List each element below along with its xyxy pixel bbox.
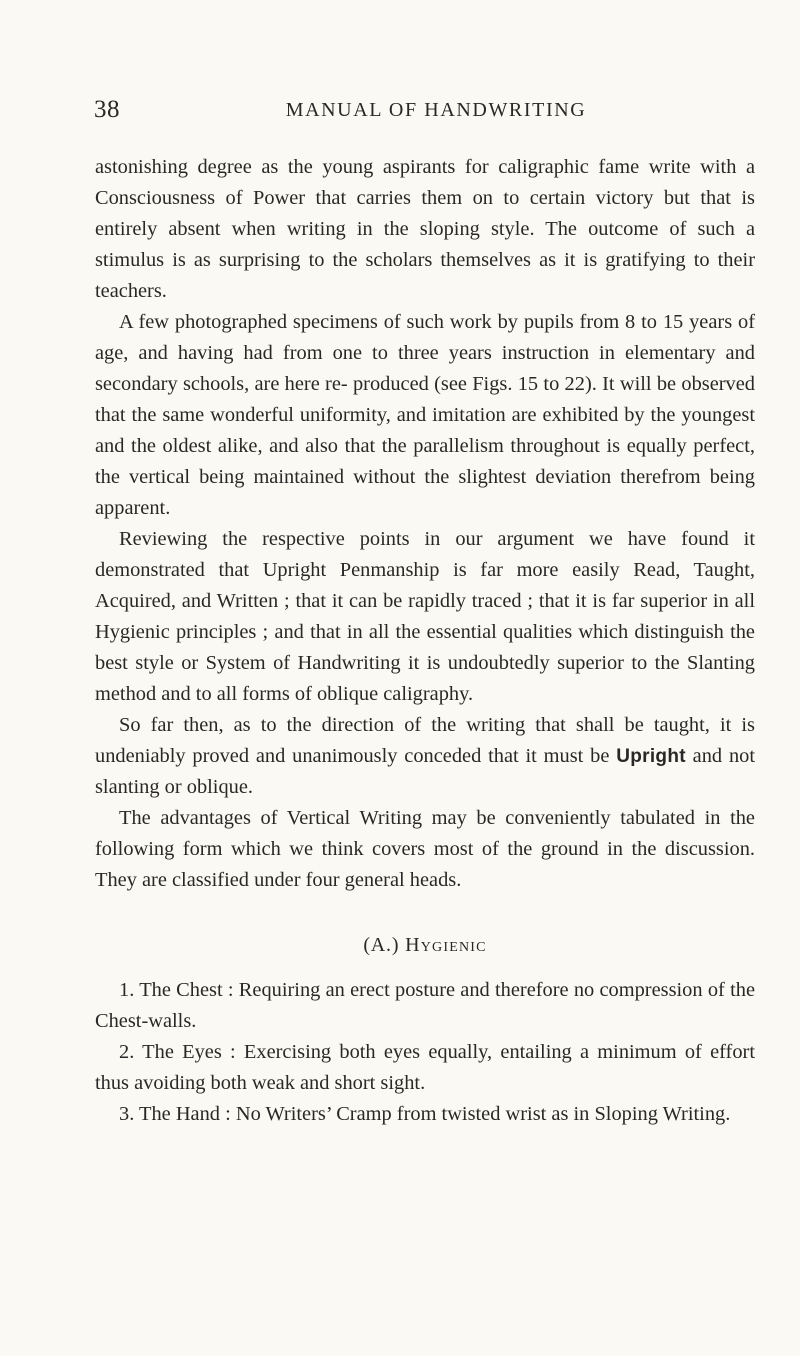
paragraph-upright bbox=[95, 710, 755, 803]
paragraph-review: Reviewing the respective points in our argument we have found it demonstrated that Upright Penmanship is far more easily Read, Taught, Acquired, and Written ; that it can be rapidly traced ; that it is far superior in all Hygienic principles ; and that in all the essential qualities which distinguish the best style or System of Handwriting it is undoubtedly superior to the Slanting method and to all forms of oblique caligraphy. bbox=[95, 528, 755, 705]
paragraph-continuation: astonishing degree as the young aspirants for caligraphic fame write with a Consciousness of Power that carries them on to certain victory but that is entirely absent when writing in the sloping style. The outcome of such a stimulus is as surprising to the scholars themselves as it is gratifying to their teachers. bbox=[95, 156, 755, 302]
body-text bbox=[95, 152, 755, 1130]
running-title: MANUAL OF HANDWRITING bbox=[285, 99, 587, 121]
paragraph-specimens: A few photographed specimens of such work by pupils from 8 to 15 years of age, and having had from one to three years instruction in elementary and secondary schools, are here re- produced (see Figs. 15 to 22). It will be observed that the same wonderful uniformity, and imitation are exhibited by the youngest and the oldest alike, and also that the parallelism throughout is equally perfect, the vertical being maintained without the slightest deviation therefrom being apparent. bbox=[95, 311, 755, 519]
list-item: 2. The Eyes : Exercising both eyes equally, entailing a minimum of effort thus avoiding both weak and short sight. bbox=[95, 1041, 755, 1094]
paragraph-advantages: The advantages of Vertical Writing may be conveniently tabulated in the following form which we think covers most of the ground in the discussion. They are classified under four general heads. bbox=[95, 807, 755, 891]
list-item: 3. The Hand : No Writers’ Cramp from twisted wrist as in Sloping Writing. bbox=[119, 1103, 731, 1125]
upright-text-before: So far then, as to the direction of the writing that shall be taught, it is undeniably proved and unanimously conceded that it must be bbox=[95, 714, 755, 767]
page-header bbox=[94, 96, 754, 136]
section-heading bbox=[95, 930, 755, 961]
section-label: (A.) bbox=[363, 934, 400, 956]
page-number: 38 bbox=[94, 96, 120, 123]
upright-text-after: and not slanting or oblique. bbox=[95, 745, 756, 798]
upright-emphasis: Upright bbox=[616, 746, 686, 767]
section-title: Hygienic bbox=[405, 934, 487, 956]
list-item: 1. The Chest : Requiring an erect posture and therefore no compression of the Chest-walls. bbox=[95, 979, 755, 1032]
